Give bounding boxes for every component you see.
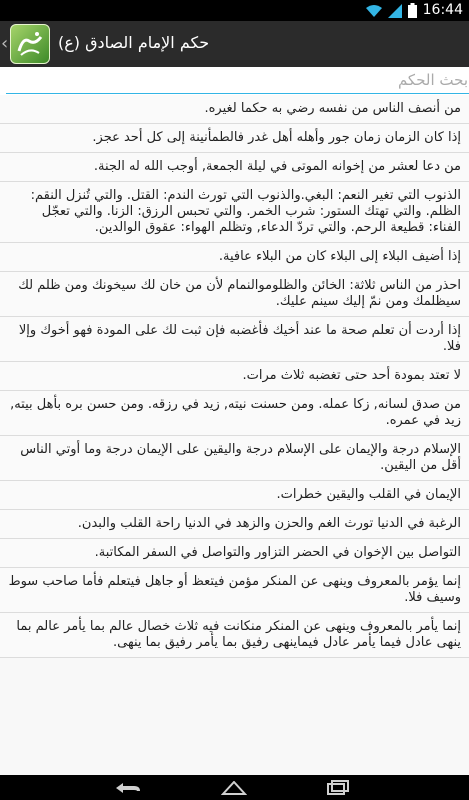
list-item[interactable]: إذا أردت أن تعلم صحة ما عند أخيك فأغضبه فإن ثبت لك على المودة فهو أخوك وإلا فلا. (0, 317, 469, 362)
list-item[interactable]: إذا كان الزمان زمان جور وأهله أهل غدر فالطمأنينة إلى كل أحد عجز. (0, 124, 469, 153)
home-icon (221, 781, 247, 795)
search-input[interactable] (6, 67, 469, 94)
list-item[interactable]: من أنصف الناس من نفسه رضي به حكما لغيره. (0, 95, 469, 124)
recent-apps-button[interactable] (318, 777, 358, 798)
page-title: حكم الإمام الصادق (ع) (58, 33, 210, 52)
recent-apps-icon (326, 780, 350, 796)
list-item[interactable]: الإسلام درجة والإيمان على الإسلام درجة واليقين على الإيمان درجة وما أوتي الناس أقل من اليقين. (0, 436, 469, 481)
navigation-bar (0, 775, 469, 800)
logo-calligraphy-icon (13, 27, 47, 61)
list-item[interactable]: الرغبة في الدنيا تورث الغم والحزن والزهد في الدنيا راحة القلب والبدن. (0, 510, 469, 539)
list-item[interactable]: الإيمان في القلب واليقين خطرات. (0, 481, 469, 510)
back-button[interactable] (108, 777, 148, 798)
status-right (366, 2, 463, 19)
status-time: 16:44 (422, 2, 463, 18)
list-item[interactable]: من صدق لسانه, زكا عمله. ومن حسنت نيته, زيد في رزقه. ومن حسن بره بأهل بيته, زيد في عمره. (0, 391, 469, 436)
sayings-list[interactable] (0, 95, 469, 775)
action-bar (0, 21, 469, 67)
list-item[interactable]: إذا أضيف البلاء إلى البلاء كان من البلاء عافية. (0, 243, 469, 272)
list-item[interactable]: من دعا لعشر من إخوانه الموتى في ليلة الجمعة, أوجب الله له الجنة. (0, 153, 469, 182)
back-arrow-icon (114, 781, 142, 795)
status-bar (0, 0, 469, 21)
search-bar (0, 67, 469, 95)
list-item[interactable]: لا تعتد بمودة أحد حتى تغضبه ثلاث مرات. (0, 362, 469, 391)
list-item[interactable]: احذر من الناس ثلاثة: الخائن والظلوموالنمام لأن من خان لك سيخونك ومن ظلم لك سيظلمك ومن نمّ إليك سينم عليك. (0, 272, 469, 317)
wifi-icon (366, 4, 382, 18)
chevron-left-icon[interactable]: ‹ (1, 33, 9, 54)
list-item[interactable]: الذنوب التي تغير النعم: البغي.والذنوب التي تورث الندم: القتل. والتي تُنزل النقم: الظلم. والتي تهتك الستور: شرب الخمر. والتي تحبس الرزق: الزنا. والتي تعجّل الفناء: قطيعة الرحم. والتي تردّ الدعاء, وتظلم الهواء: عقوق الوالدين. (0, 182, 469, 243)
list-item[interactable]: إنما يأمر بالمعروف وينهى عن المنكر منكانت فيه ثلاث خصال عالم بما يأمر عالم بما ينهى عادل فيما يأمر عادل فيماينهى رفيق بما يأمر رفيق بما ينهى. (0, 613, 469, 658)
signal-icon (388, 4, 402, 18)
list-item[interactable]: التواصل بين الإخوان في الحضر التزاور والتواصل في السفر المكاتبة. (0, 539, 469, 568)
app-logo[interactable] (10, 24, 50, 64)
battery-icon (408, 3, 417, 18)
home-button[interactable] (214, 777, 254, 798)
list-item[interactable]: إنما يؤمر بالمعروف وينهى عن المنكر مؤمن فيتعظ أو جاهل فيتعلم فأما صاحب سوط وسيف فلا. (0, 568, 469, 613)
